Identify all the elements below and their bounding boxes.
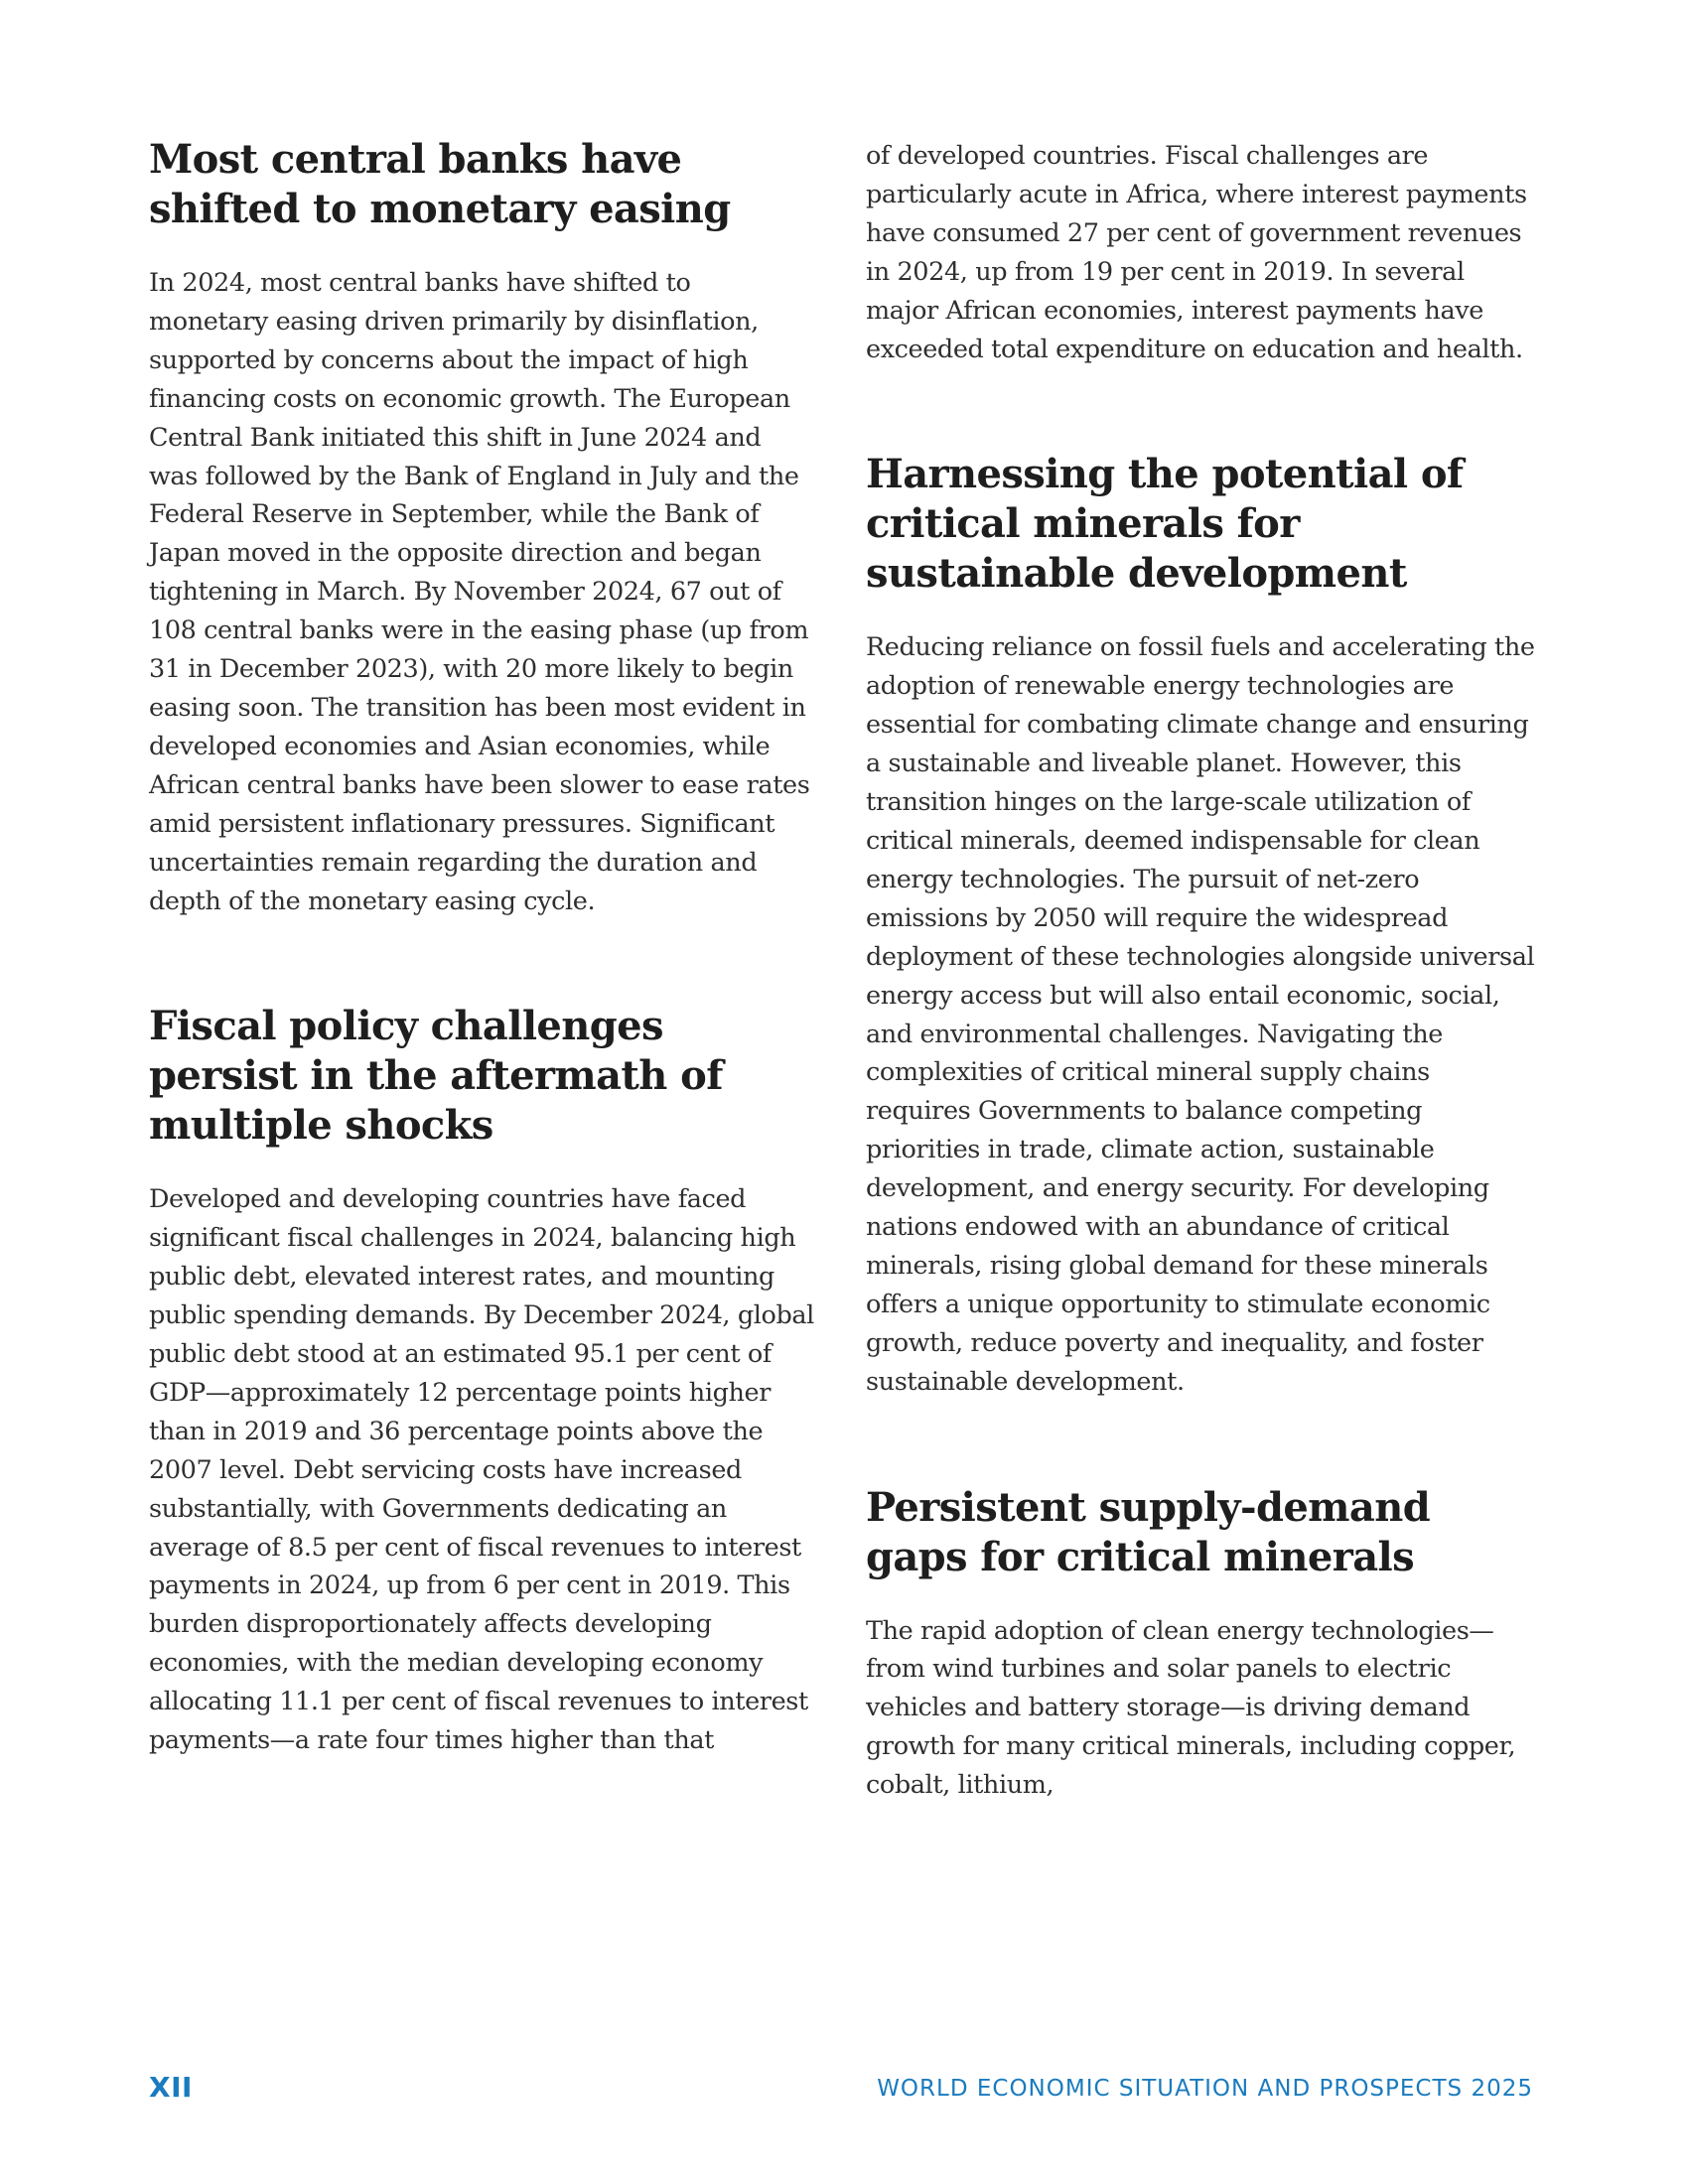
- section-spacer: [149, 920, 816, 1002]
- page-number: XII: [149, 2071, 193, 2104]
- right-column: [866, 137, 1541, 1805]
- heading-monetary-easing: Most central banks have shifted to monetary easing: [149, 136, 731, 232]
- left-column: [149, 135, 816, 1760]
- section-spacer: [866, 368, 1541, 450]
- paragraph-fiscal-policy: Developed and developing countries have faced significant fiscal challenges in 2024, balancing high public debt, elevated interest rates, and mounting public spending demands. By December 2024, global public debt stood at an estimated 95.1 per cent of GDP—approximately 12 percentage points higher than in 2019 and 36 percentage points above the 2007 level. Debt servicing costs have increased substantially, with Governments dedicating an average of 8.5 per cent of fiscal revenues to interest payments in 2024, up from 6 per cent in 2019. This burden disproportionately affects developing economies, with the median developing economy allocating 11.1 per cent of fiscal revenues to interest payments—a rate four times higher than that: [149, 1184, 814, 1756]
- section-spacer: [866, 1402, 1541, 1483]
- paragraph-critical-minerals: Reducing reliance on fossil fuels and accelerating the adoption of renewable energy technologies are essential for combating climate change and ensuring a sustainable and liveable planet. However, this transition hinges on the large-scale utilization of critical minerals, deemed indispensable for clean energy technologies. The pursuit of net-zero emissions by 2050 will require the widespread deployment of these technologies alongside universal energy access but will also entail economic, social, and environmental challenges. Navigating the complexities of critical mineral supply chains requires Governments to balance competing priorities in trade, climate action, sustainable development, and energy security. For developing nations endowed with an abundance of critical minerals, rising global demand for these minerals offers a unique opportunity to stimulate economic growth, reduce poverty and inequality, and foster sustainable development.: [866, 632, 1535, 1397]
- heading-fiscal-policy: Fiscal policy challenges persist in the aftermath of multiple shocks: [149, 1003, 723, 1150]
- paragraph-fiscal-continuation: of developed countries. Fiscal challenges are particularly acute in Africa, where interest payments have consumed 27 per cent of government revenues in 2024, up from 19 per cent in 2019. In several major African economies, interest payments have exceeded total expenditure on education and health.: [866, 141, 1527, 364]
- heading-supply-demand-gaps: Persistent supply-demand gaps for critical minerals: [866, 1483, 1431, 1580]
- running-title: WORLD ECONOMIC SITUATION AND PROSPECTS 2025: [877, 2076, 1533, 2102]
- paragraph-monetary-easing: In 2024, most central banks have shifted to monetary easing driven primarily by disinflation, supported by concerns about the impact of high financing costs on economic growth. The European Central Bank initiated this shift in June 2024 and was followed by the Bank of England in July and the Federal Reserve in September, while the Bank of Japan moved in the opposite direction and began tightening in March. By November 2024, 67 out of 108 central banks were in the easing phase (up from 31 in December 2023), with 20 more likely to begin easing soon. The transition has been most evident in developed economies and Asian economies, while African central banks have been slower to ease rates amid persistent inflationary pressures. Significant uncertainties remain regarding the duration and depth of the monetary easing cycle.: [149, 268, 810, 916]
- paragraph-supply-demand-gaps: The rapid adoption of clean energy technologies—from wind turbines and solar panels to electric vehicles and battery storage—is driving demand growth for many critical minerals, including copper, cobalt, lithium,: [866, 1615, 1516, 1801]
- heading-critical-minerals: Harnessing the potential of critical minerals for sustainable development: [866, 451, 1464, 598]
